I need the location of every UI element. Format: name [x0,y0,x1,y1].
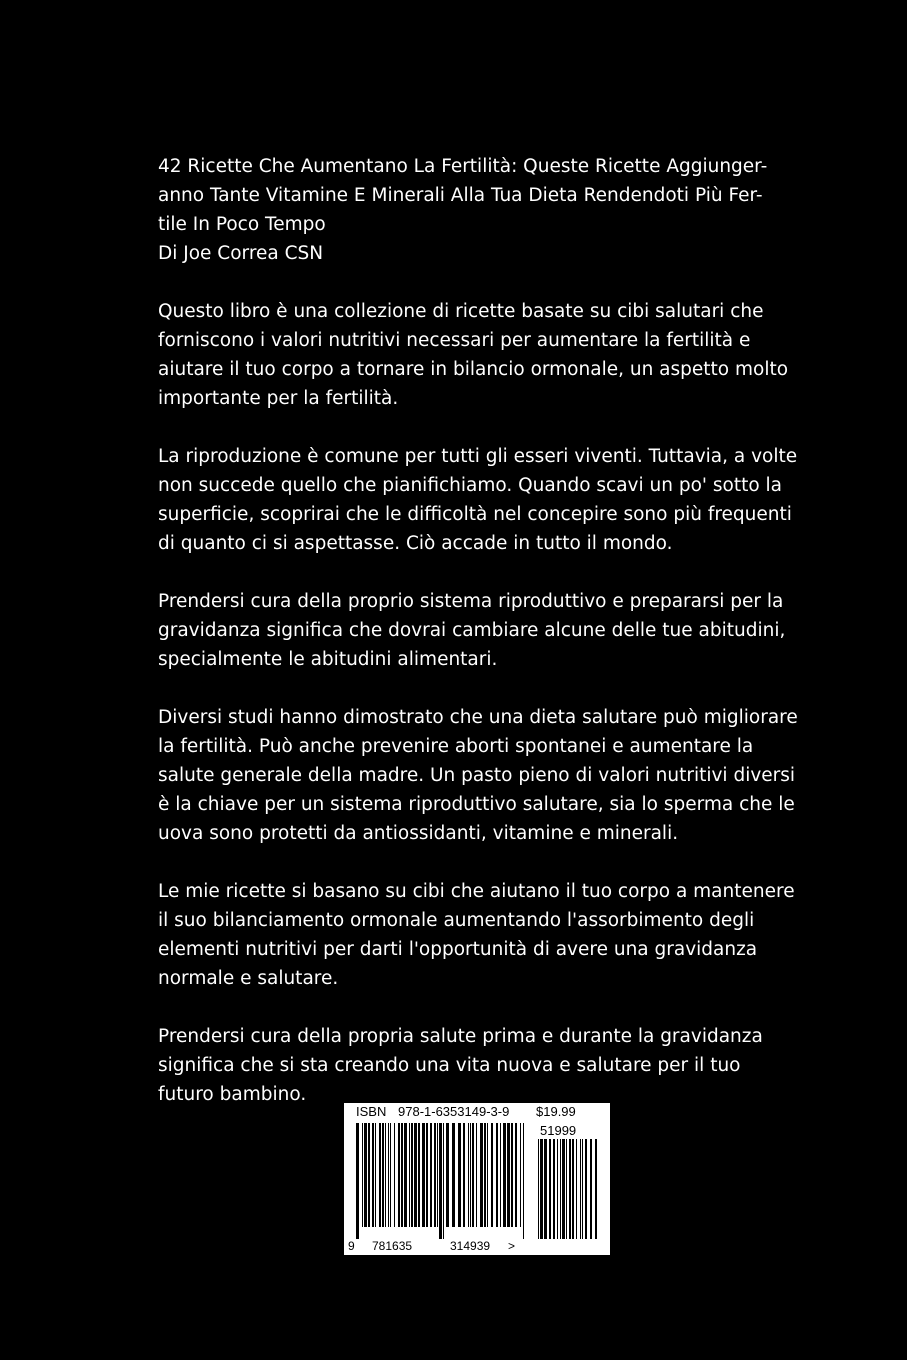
barcode-bar [434,1123,436,1227]
barcode-bar [426,1123,428,1227]
back-cover-text [158,152,798,1138]
book-title-block [158,152,798,268]
barcode-bar [585,1139,587,1239]
barcode-bar [364,1123,367,1227]
barcode-bar [523,1123,524,1239]
paragraph-4: Diversi studi hanno dimostrato che una dieta salutare può migliorare la fertilità. Può anche prevenire aborti spontanei e aumentare la salute generale della madre. Un pasto pieno di valori nutritivi diversi è la chiave per un sistema riproduttivo salutare, sia lo sperma che le uova sono protetti da antiossidanti, vitamine e minerali. [158,707,798,844]
isbn-number: 978-1-6353149-3-9 [398,1104,510,1119]
barcode-bar [562,1139,565,1239]
barcode-bar [544,1139,547,1239]
barcode-bar [520,1123,521,1227]
barcode-bar [582,1139,583,1239]
paragraph-5: Le mie ricette si basano su cibi che aiutano il tuo corpo a mantenere il suo bilanciamento ormonale aumentando l'assorbimento degli elementi nutritivi per darti l'opportunità di avere una gravidanza normale e salutare. [158,881,795,989]
barcode-bar [540,1139,543,1239]
paragraph-6: Prendersi cura della propria salute prima e durante la gravidanza significa che si sta creando una vita nuova e salutare per il tuo futuro bambino. [158,1026,763,1105]
barcode-bar [437,1123,438,1227]
barcode-bar [362,1123,363,1227]
barcode-bar [452,1123,455,1227]
barcode-bar [388,1123,389,1227]
digits-right: 314939 [450,1239,491,1253]
digit-first: 9 [348,1239,355,1253]
barcode-bar [553,1139,555,1239]
barcode-bar [368,1123,370,1227]
barcode-bar [385,1123,386,1227]
isbn-label: ISBN [356,1104,387,1119]
barcode-bar [560,1139,561,1239]
barcode-bar [480,1123,483,1227]
paragraph-1: Questo libro è una collezione di ricette basate su cibi salutari che forniscono i valori nutritivi necessari per aumentare la fertilità e aiutare il tuo corpo a tornare in bilancio ormonale, un aspetto molto importante per la fertilità. [158,301,789,409]
barcode-bar [538,1139,539,1239]
barcode-bar [580,1139,581,1239]
barcode-bar [422,1123,425,1227]
barcode-bar [470,1123,471,1227]
barcode-bar [439,1123,442,1239]
barcode-bar [515,1123,517,1227]
barcode-bar [390,1123,391,1227]
barcode-bar [476,1123,477,1227]
barcode-bar [463,1123,465,1227]
digits-arrow: > [508,1239,516,1253]
barcode-bar [430,1123,432,1227]
barcode-bar [356,1123,359,1239]
barcode-bar [496,1123,498,1227]
digits-left: 781635 [372,1239,413,1253]
title-line-2: anno Tante Vitamine E Minerali Alla Tua Dieta Rendendoti Più Fer- [158,185,763,206]
barcode-bar [401,1123,403,1227]
barcode-bar [443,1123,444,1239]
barcode-bar [372,1123,374,1227]
barcode-bar [414,1123,417,1227]
barcode-bar [379,1123,381,1227]
barcode-bar [484,1123,486,1227]
barcode-bar [394,1123,395,1227]
barcode-bar [503,1123,506,1227]
barcode-bar [487,1123,488,1227]
isbn-barcode [344,1103,610,1255]
barcode-bar [569,1139,571,1239]
barcode-bar [375,1123,376,1227]
barcode-bar [411,1123,413,1227]
barcode-bar [590,1139,592,1239]
barcode-bar [398,1123,400,1227]
barcode-bar [511,1123,513,1227]
price: $19.99 [536,1104,576,1119]
barcode-bar [382,1123,384,1227]
barcode-bar [472,1123,474,1227]
barcode-bar [507,1123,510,1227]
title-line-1: 42 Ricette Che Aumentano La Fertilità: Queste Ricette Aggiunger- [158,156,768,177]
price-code: 51999 [540,1123,577,1138]
barcode-bar [418,1123,420,1227]
barcode-bar [491,1123,493,1227]
barcode-bar [576,1139,577,1239]
barcode-bar [500,1123,501,1227]
barcode-bar [468,1123,469,1227]
author-line: Di Joe Correa CSN [158,243,324,264]
barcode-bar [446,1123,449,1227]
barcode-bar [595,1139,597,1239]
title-line-3: tile In Poco Tempo [158,214,326,235]
barcode-digits [344,1239,610,1255]
barcode-bar [566,1139,567,1239]
barcode-bar [549,1139,551,1239]
barcode-bar [404,1123,407,1227]
barcode-bar [409,1123,410,1227]
barcode-bar [458,1123,461,1227]
addon-bars [538,1139,598,1239]
barcode-bar [572,1139,574,1239]
paragraph-2: La riproduzione è comune per tutti gli esseri viventi. Tuttavia, a volte non succede quello che pianifichiamo. Quando scavi un po' sotto la superficie, scoprirai che le difficoltà nel concepire sono più frequenti di quanto ci si aspettasse. Ciò accade in tutto il mondo. [158,446,798,554]
barcode-bar [557,1139,558,1239]
paragraph-3: Prendersi cura della proprio sistema riproduttivo e prepararsi per la gravidanza significa che dovrai cambiare alcune delle tue abitudini, specialmente le abitudini alimentari. [158,591,786,670]
ean-bars [356,1123,526,1239]
